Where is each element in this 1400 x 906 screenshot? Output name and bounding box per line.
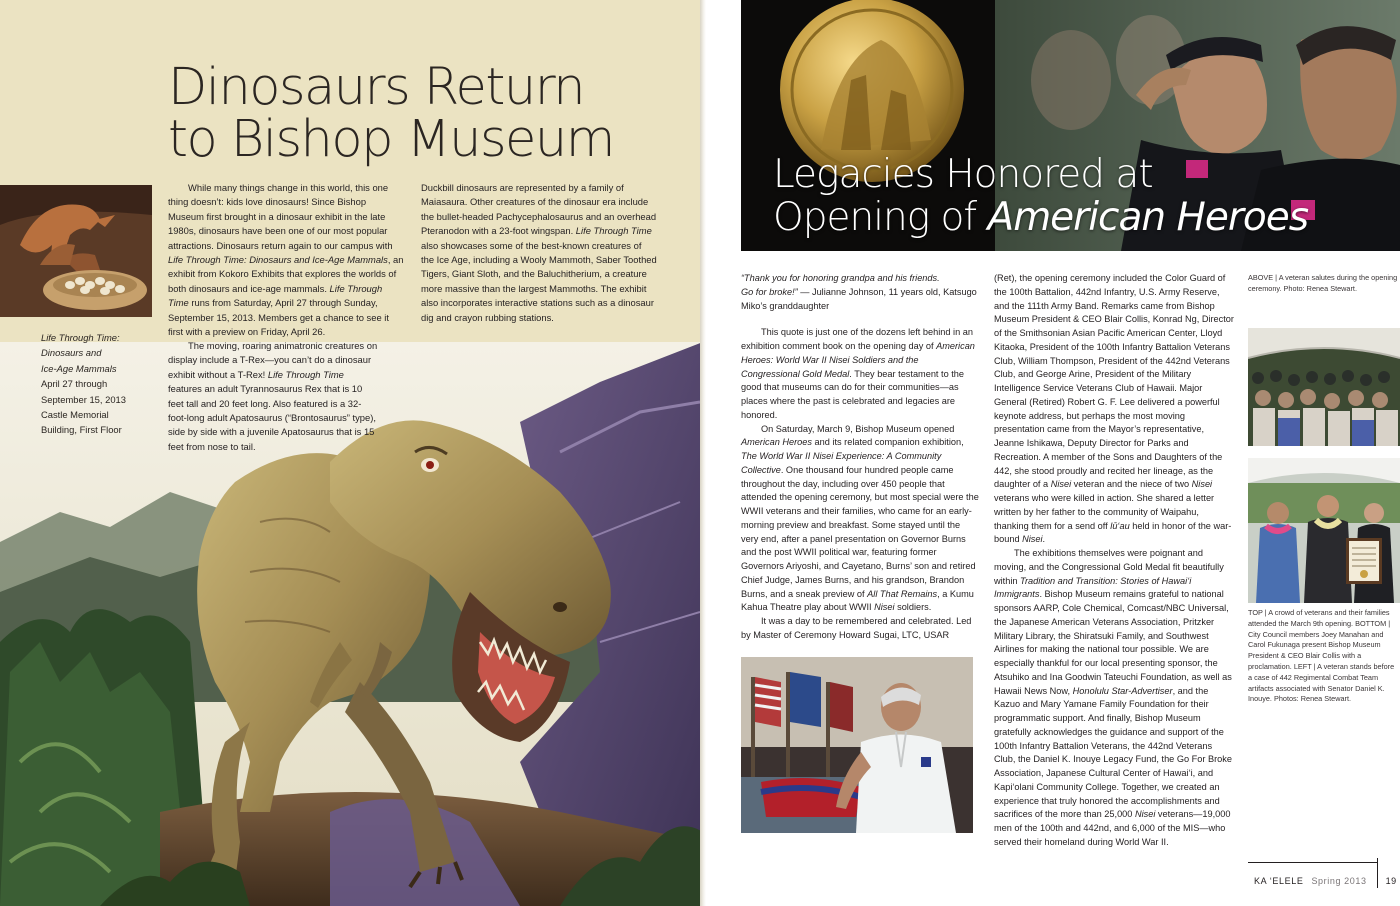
footer-season: Spring 2013 xyxy=(1311,876,1367,886)
heroes-column-2 xyxy=(994,272,1234,850)
exhibit-name-line-1: Life Through Time: xyxy=(41,332,120,343)
exhibit-name-line-3: Ice-Age Mammals xyxy=(41,362,117,374)
visitor-quote: “Thank you for honoring grandpa and his friends. Go for broke!” — Julianne Johnson, 11 years old, Katsugo Miko’s granddaughter xyxy=(741,273,977,311)
dinosaurs-column-2 xyxy=(421,181,657,325)
footer-divider xyxy=(1377,858,1378,888)
caption-above: ABOVE | A veteran salutes during the opening ceremony. Photo: Renea Stewart. xyxy=(1248,273,1398,293)
opening-crowd-photo xyxy=(1248,328,1400,446)
proclamation-presentation-photo xyxy=(1248,458,1400,603)
exhibit-info-sidebar xyxy=(41,330,159,438)
heroes-column-1 xyxy=(741,272,979,643)
hero-title-line-1: Legacies Honored at xyxy=(773,152,1153,197)
dino-paragraph-1: While many things change in this world, this one thing doesn’t: kids love dinosaurs! Since Bishop Museum first brought in a dinosaur exhibit in the late 1980s, dinosaurs have been one of our most popular attractions. Dinosaurs return again to our campus with Life Through Time: Dinosaurs and Ice-Age Mammals, an exhibit from Kokoro Exhibits that explores the worlds of both dinosaurs and ice-age mammals. Life Through Time runs from Saturday, April 27 through Sunday, September 15, 2013. Members get a chance to see it first with a preview on Friday, April 26. xyxy=(168,182,404,338)
title-line-1: Dinosaurs Return xyxy=(168,58,585,117)
american-heroes-article-title xyxy=(773,153,1308,239)
hero-title-line-2: Opening of American Heroes xyxy=(773,195,1309,240)
caption-top-bottom-left: TOP | A crowd of veterans and their families attended the March 9th opening. BOTTOM | City Council members Joey Manahan and Carol Fukunaga present Bishop Museum President & CEO Blair Collis with a proclamation. LEFT | A veteran stands before a case of 442 Regimental Combat Team artifacts associated with Senator Daniel K. Inouye. Photos: Renea Stewart. xyxy=(1248,608,1395,704)
footer-rule xyxy=(1248,862,1378,863)
dinosaurs-column-1 xyxy=(168,181,404,339)
exhibit-dates-line-2: September 15, 2013 xyxy=(41,393,126,405)
title-line-2: to Bishop Museum xyxy=(168,110,614,169)
maiasaura-nest-photo xyxy=(0,185,152,317)
veteran-with-artifacts-photo xyxy=(741,657,973,833)
dinosaurs-column-1-continued xyxy=(168,339,380,454)
exhibit-dates-line-1: April 27 through xyxy=(41,378,108,390)
dinosaurs-article-title xyxy=(168,58,614,169)
page-number: 19 xyxy=(1385,876,1397,886)
heroes-paragraph-5: The exhibitions themselves were poignant and moving, and the Congressional Gold Medal fit beautifully within Tradition and Transition: Stories of Hawai‘i Immigrants. Bishop Museum remains grateful to national sponsors AARP, Cole Chemical, Comcast/NBC Universal, the Japanese American Veterans Association, Pritzker Military Library, the Shiratsuki Family, and Southwest Airlines for making the national tour possible. We are especially thankful for our local presenting sponsor, the Atsuhiko and Ina Goodwin Tateuchi Foundation, as well as Hawaii News Now, Honolulu Star-Advertiser, and the Kazuo and Mary Yamane Family Foundation for their programmatic support. And finally, Bishop Museum gratefully acknowledges the guidance and support of the 100th Infantry Battalion Veterans, the 442nd Veterans Club, the Daniel K. Inouye Legacy Fund, the Go For Broke Association, Japanese Cultural Center of Hawai‘i, and Kapi‘olani Community College. Together, we created an experience that truly honored the accomplishments and sacrifices of the more than 25,000 Nisei veterans—19,000 men of the 100th and 442nd, and 6,000 of the MIS—who served their homeland during World War II. xyxy=(994,548,1232,847)
page-gutter xyxy=(700,0,706,906)
exhibit-location-line-1: Castle Memorial xyxy=(41,409,109,421)
heroes-paragraph-3: It was a day to be remembered and celebrated. Led by Master of Ceremony Howard Sugai, LTC, USAR xyxy=(741,616,972,640)
heroes-paragraph-4: (Ret), the opening ceremony included the Color Guard of the 100th Battalion, 442nd Infantry, U.S. Army Reserve, and the 111th Army Band. Remarks came from Bishop Museum President & CEO Blair Collis, Konrad Ng, Director of the Smithsonian Asian Pacific American Center, Lloyd Kitaoka, President of the 100th Infantry Battalion Veterans Club, William Thompson, President of the 442nd Veterans Club, and George Arine, President of the Military Intelligence Service Veterans Club of Hawaii. Major General (Retired) Robert G. F. Lee delivered a powerful keynote address, but perhaps the most moving presentation came from the Mayor’s representative, Jeanne Ishikawa, Deputy Director for Parks and Recreation. A member of the Sons and Daughters of the 442, she stood proudly and recited her lineage, as the daughter of a Nisei veteran and the niece of two Nisei veterans who were killed in action. She shared a letter written by her father to the community of Waipahu, thanking them for a send off lū‘au held in honor of the war-bound Nisei. xyxy=(994,273,1234,545)
dino-paragraph-3: Duckbill dinosaurs are represented by a family of Maiasaura. Other creatures of the dinosaur era include the bullet-headed Pachycephalosaurus and an overhead Pteranodon with a 23-foot wingspan. Life Through Time also showcases some of the best-known creatures of the Ice Age, including a Wooly Mammoth, Saber Toothed Tigers, Giant Sloth, and the Baluchitherium, a creature more massive than the largest Mammoths. The exhibit also incorporates interactive stations such as a dinosaur dig and crayon rubbing stations. xyxy=(421,182,657,323)
exhibit-location-line-2: Building, First Floor xyxy=(41,424,122,436)
dino-paragraph-2: The moving, roaring animatronic creatures on display include a T-Rex—you can’t do a dinosaur exhibit without a T-Rex! Life Through Time features an adult Tyrannosaurus Rex that is 10 feet tall and 20 feet long. Also featured is a 32-foot-long adult Apatosaurus (“Brontosaurus” type), side by side with a juvenile Apatosaurus that is 15 feet from nose to tail. xyxy=(168,340,378,452)
page-footer xyxy=(1254,866,1397,896)
exhibit-name-line-2: Dinosaurs and xyxy=(41,347,102,359)
heroes-paragraph-1: This quote is just one of the dozens left behind in an exhibition comment book on the opening day of American Heroes: World War II Nisei Soldiers and the Congressional Gold Medal. They bear testament to the good that museums can do for their communities—as places where the past is celebrated and legacies are honored. xyxy=(741,327,975,420)
footer-magazine-name: KA ‘ELELE xyxy=(1254,876,1304,886)
heroes-paragraph-2: On Saturday, March 9, Bishop Museum opened American Heroes and its related companion exhibition, The World War II Nisei Experience: A Community Collective. One thousand four hundred people came throughout the day, including over 450 people that attended the opening ceremony, but most special were the WWII veterans and their families, who came for an early-morning preview and breakfast. Some stayed until the very end, after a panel presentation on Governor Burns and the post WWII political war, featuring former Governors Ariyoshi, and Cayetano, Burns’ son and retired Chief Judge, James Burns, and his grandson, Brandon Burns, and a sneak preview of All That Remains, a Kumu Kahua Theatre play about WWII Nisei soldiers. xyxy=(741,423,979,613)
